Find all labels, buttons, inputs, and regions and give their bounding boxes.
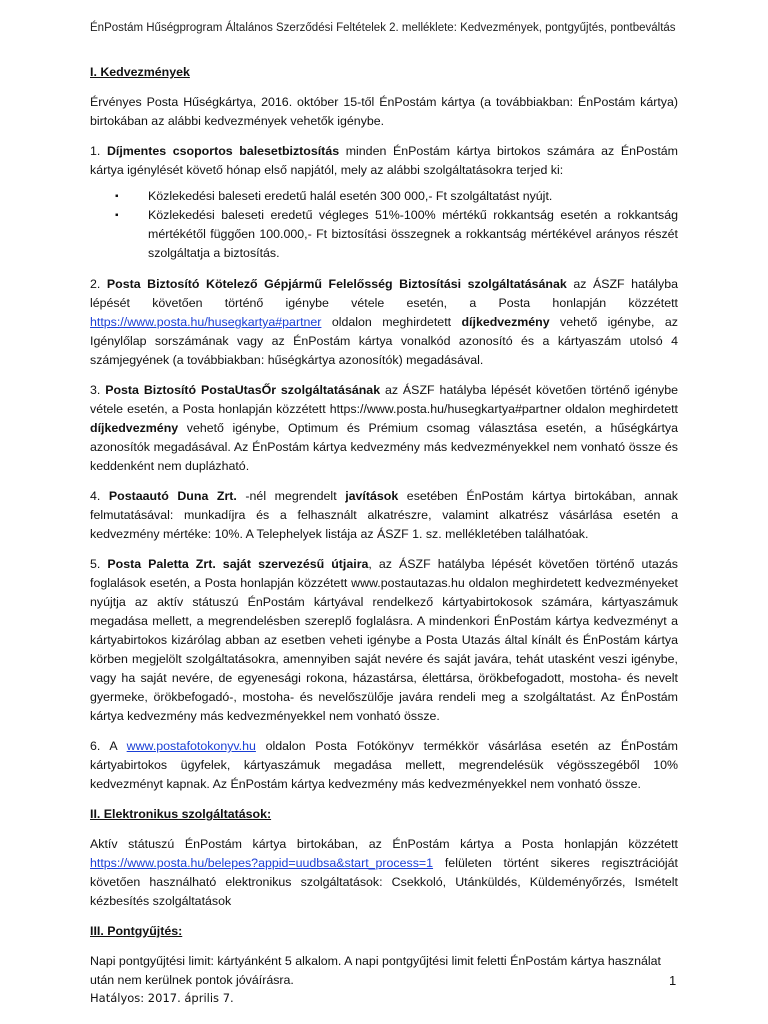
document-body <box>90 63 678 1001</box>
item-number: 4. <box>90 489 109 503</box>
item-6-paragraph <box>90 737 678 794</box>
item-emphasis: díjkedvezmény <box>461 315 550 329</box>
paragraph-text: Aktív státuszú ÉnPostám kártya birtokában, az ÉnPostám kártya a Posta honlapján közzétett <box>90 837 678 851</box>
section-heading-kedvezmenyek: I. Kedvezmények <box>90 65 190 79</box>
bullet-text: Közlekedési baleseti eredetű halál esetén 300 000,- Ft szolgáltatást nyújt. <box>148 189 553 203</box>
item-title: Posta Biztosító PostaUtasŐr szolgáltatásának <box>105 383 381 397</box>
item-emphasis: díjkedvezmény <box>90 421 179 435</box>
item-text: oldalon meghirdetett <box>321 315 462 329</box>
electronic-services-paragraph <box>90 835 678 911</box>
item-text: , az ÁSZF hatályba lépését követően történő utazás foglalások esetén, a Posta honlapján közzétett www.postautazas.hu oldalon meghirdetett kedvezményeket nyújtja az aktív státuszú ÉnPostám kártyával rendelkező kártyabirtokosok számára, kártyaszámuk megadása mellett, a megrendelésben szereplő foglalásra. A mindenkori ÉnPostám kártya kedvezményt a kártyabirtokos kizárólag abban az esetben veheti igénybe a Posta Utazás által kínált és ÉnPostám kártya körben megjelölt szolgáltatásokra, amennyiben saját nevére és saját javára, tehát utasként veszi igénybe, vagy ha saját nevére, de egyenesági rokona, házastársa, élettársa, örökbefogadott, mostoha- és nevelt gyermeke, örökbefogadó-, mostoha- és nevelőszülője javára rendeli meg a szolgáltatást. Az ÉnPostám kártya kedvezmény más kedvezményekkel nem vonható össze. <box>90 557 679 723</box>
item-3-paragraph <box>90 381 678 476</box>
registration-link[interactable]: https://www.posta.hu/belepes?appid=uudbsa&start_process=1 <box>90 856 434 870</box>
bullet-icon: ▪ <box>115 210 119 221</box>
item-text: az ÁSZF hatályba lépését követően történő igénybe vétele esetén, a Posta honlapján közzétett <box>90 277 678 310</box>
item-number: 2. <box>90 277 107 291</box>
item-text: -nél megrendelt <box>236 489 346 503</box>
item-number: 6. A <box>90 739 127 753</box>
item-title: Díjmentes csoportos balesetbiztosítás <box>106 144 340 158</box>
item-text: esetében ÉnPostám kártya birtokában, annak felmutatásával: munkadíjra és a felhasznált alkatrészre, valamint alkatrész vásárlása esetén a kedvezmény mértéke: 10%. A Telephelyek listája az ÁSZF 1. sz. mellékletében találhatóak. <box>90 489 679 541</box>
item-text: vehető igénybe, az Igénylőlap sorszámának vagy az ÉnPostám kártya vonalkód azonosító és a kártyaszám utolsó 4 számjegyének (a továbbiakban: hűségkártya azonosítók) megadásával. <box>90 315 678 367</box>
item-2-paragraph <box>90 275 678 370</box>
item-emphasis: javítások <box>345 489 399 503</box>
points-paragraph: Napi pontgyűjtési limit: kártyánként 5 alkalom. A napi pontgyűjtési limit feletti ÉnPostám kártya használat után nem kerülnek pontok jóváírásra. <box>90 954 661 987</box>
item-text: vehető igénybe, Optimum és Prémium csomag választása esetén, a hűségkártya azonosítók megadásával. Az ÉnPostám kártya kedvezmény más kedvezményekkel nem vonható össze és keddenként nem duplázható. <box>90 421 678 473</box>
item-title: Posta Biztosító Kötelező Gépjármű Felelősség Biztosítási szolgáltatásának <box>106 277 567 291</box>
item-number: 1. <box>90 144 107 158</box>
item-1-paragraph <box>90 142 678 180</box>
item-5-paragraph <box>90 555 678 726</box>
section-heading-elektronikus: II. Elektronikus szolgáltatások: <box>90 807 272 821</box>
section-heading-pontgyujtes: III. Pontgyűjtés: <box>90 924 183 938</box>
paragraph-text: felületen történt sikeres regisztrációját követően használható elektronikus szolgáltatások: Csekkoló, Utánküldés, Küldeményőrzés, Ismételt kézbesítés szolgáltatások <box>90 856 678 908</box>
intro-paragraph: Érvényes Posta Hűségkártya, 2016. október 15-től ÉnPostám kártya (a továbbiakban: ÉnPostám kártya) birtokában az alábbi kedvezmények vehetők igénybe. <box>90 95 678 128</box>
insurance-bullet-list <box>90 187 678 263</box>
bullet-icon: ▪ <box>115 191 119 202</box>
item-title: Postaautó Duna Zrt. <box>108 489 237 503</box>
item-text: az ÁSZF hatályba lépését követően történő igénybe vétele esetén, a Posta honlapján közzétett https://www.posta.hu/husegkartya#partner oldalon meghirdetett <box>90 383 678 416</box>
page-number: 1 <box>669 973 677 988</box>
effective-date: Hatályos: 2017. április 7. <box>90 991 234 1005</box>
item-title: Posta Paletta Zrt. saját szervezésű útjaira <box>107 557 369 571</box>
item-number: 5. <box>90 557 108 571</box>
page-header: ÉnPostám Hűségprogram Általános Szerződési Feltételek 2. melléklete: Kedvezmények, pontgyűjtés, pontbeváltás <box>90 22 676 34</box>
item-number: 3. <box>90 383 106 397</box>
list-item <box>90 206 678 263</box>
item-4-paragraph <box>90 487 678 544</box>
fotokonyv-link[interactable]: www.postafotokonyv.hu <box>126 739 256 753</box>
item-text: oldalon Posta Fotókönyv termékkör vásárlása esetén az ÉnPostám kártyabirtokos ügyfelek, kártyaszámuk megadása mellett, megrendelésük végösszegéből 10% kedvezményt kapnak. Az ÉnPostám kártya kedvezmény más kedvezményekkel nem vonható össze. <box>90 739 678 791</box>
posta-partner-link[interactable]: https://www.posta.hu/husegkartya#partner <box>90 315 322 329</box>
list-item <box>90 187 678 206</box>
item-text: minden ÉnPostám kártya birtokos számára az ÉnPostám kártya igénylését követő hónap első napjától, mely az alábbi szolgáltatásokra terjed ki: <box>90 144 678 177</box>
bullet-text: Közlekedési baleseti eredetű végleges 51%-100% mértékű rokkantság esetén a rokkantság mértékétől függően 100.000,- Ft biztosítási összegnek a rokkantság mértékével arányos részét szolgáltatja a biztosítás. <box>148 208 678 260</box>
